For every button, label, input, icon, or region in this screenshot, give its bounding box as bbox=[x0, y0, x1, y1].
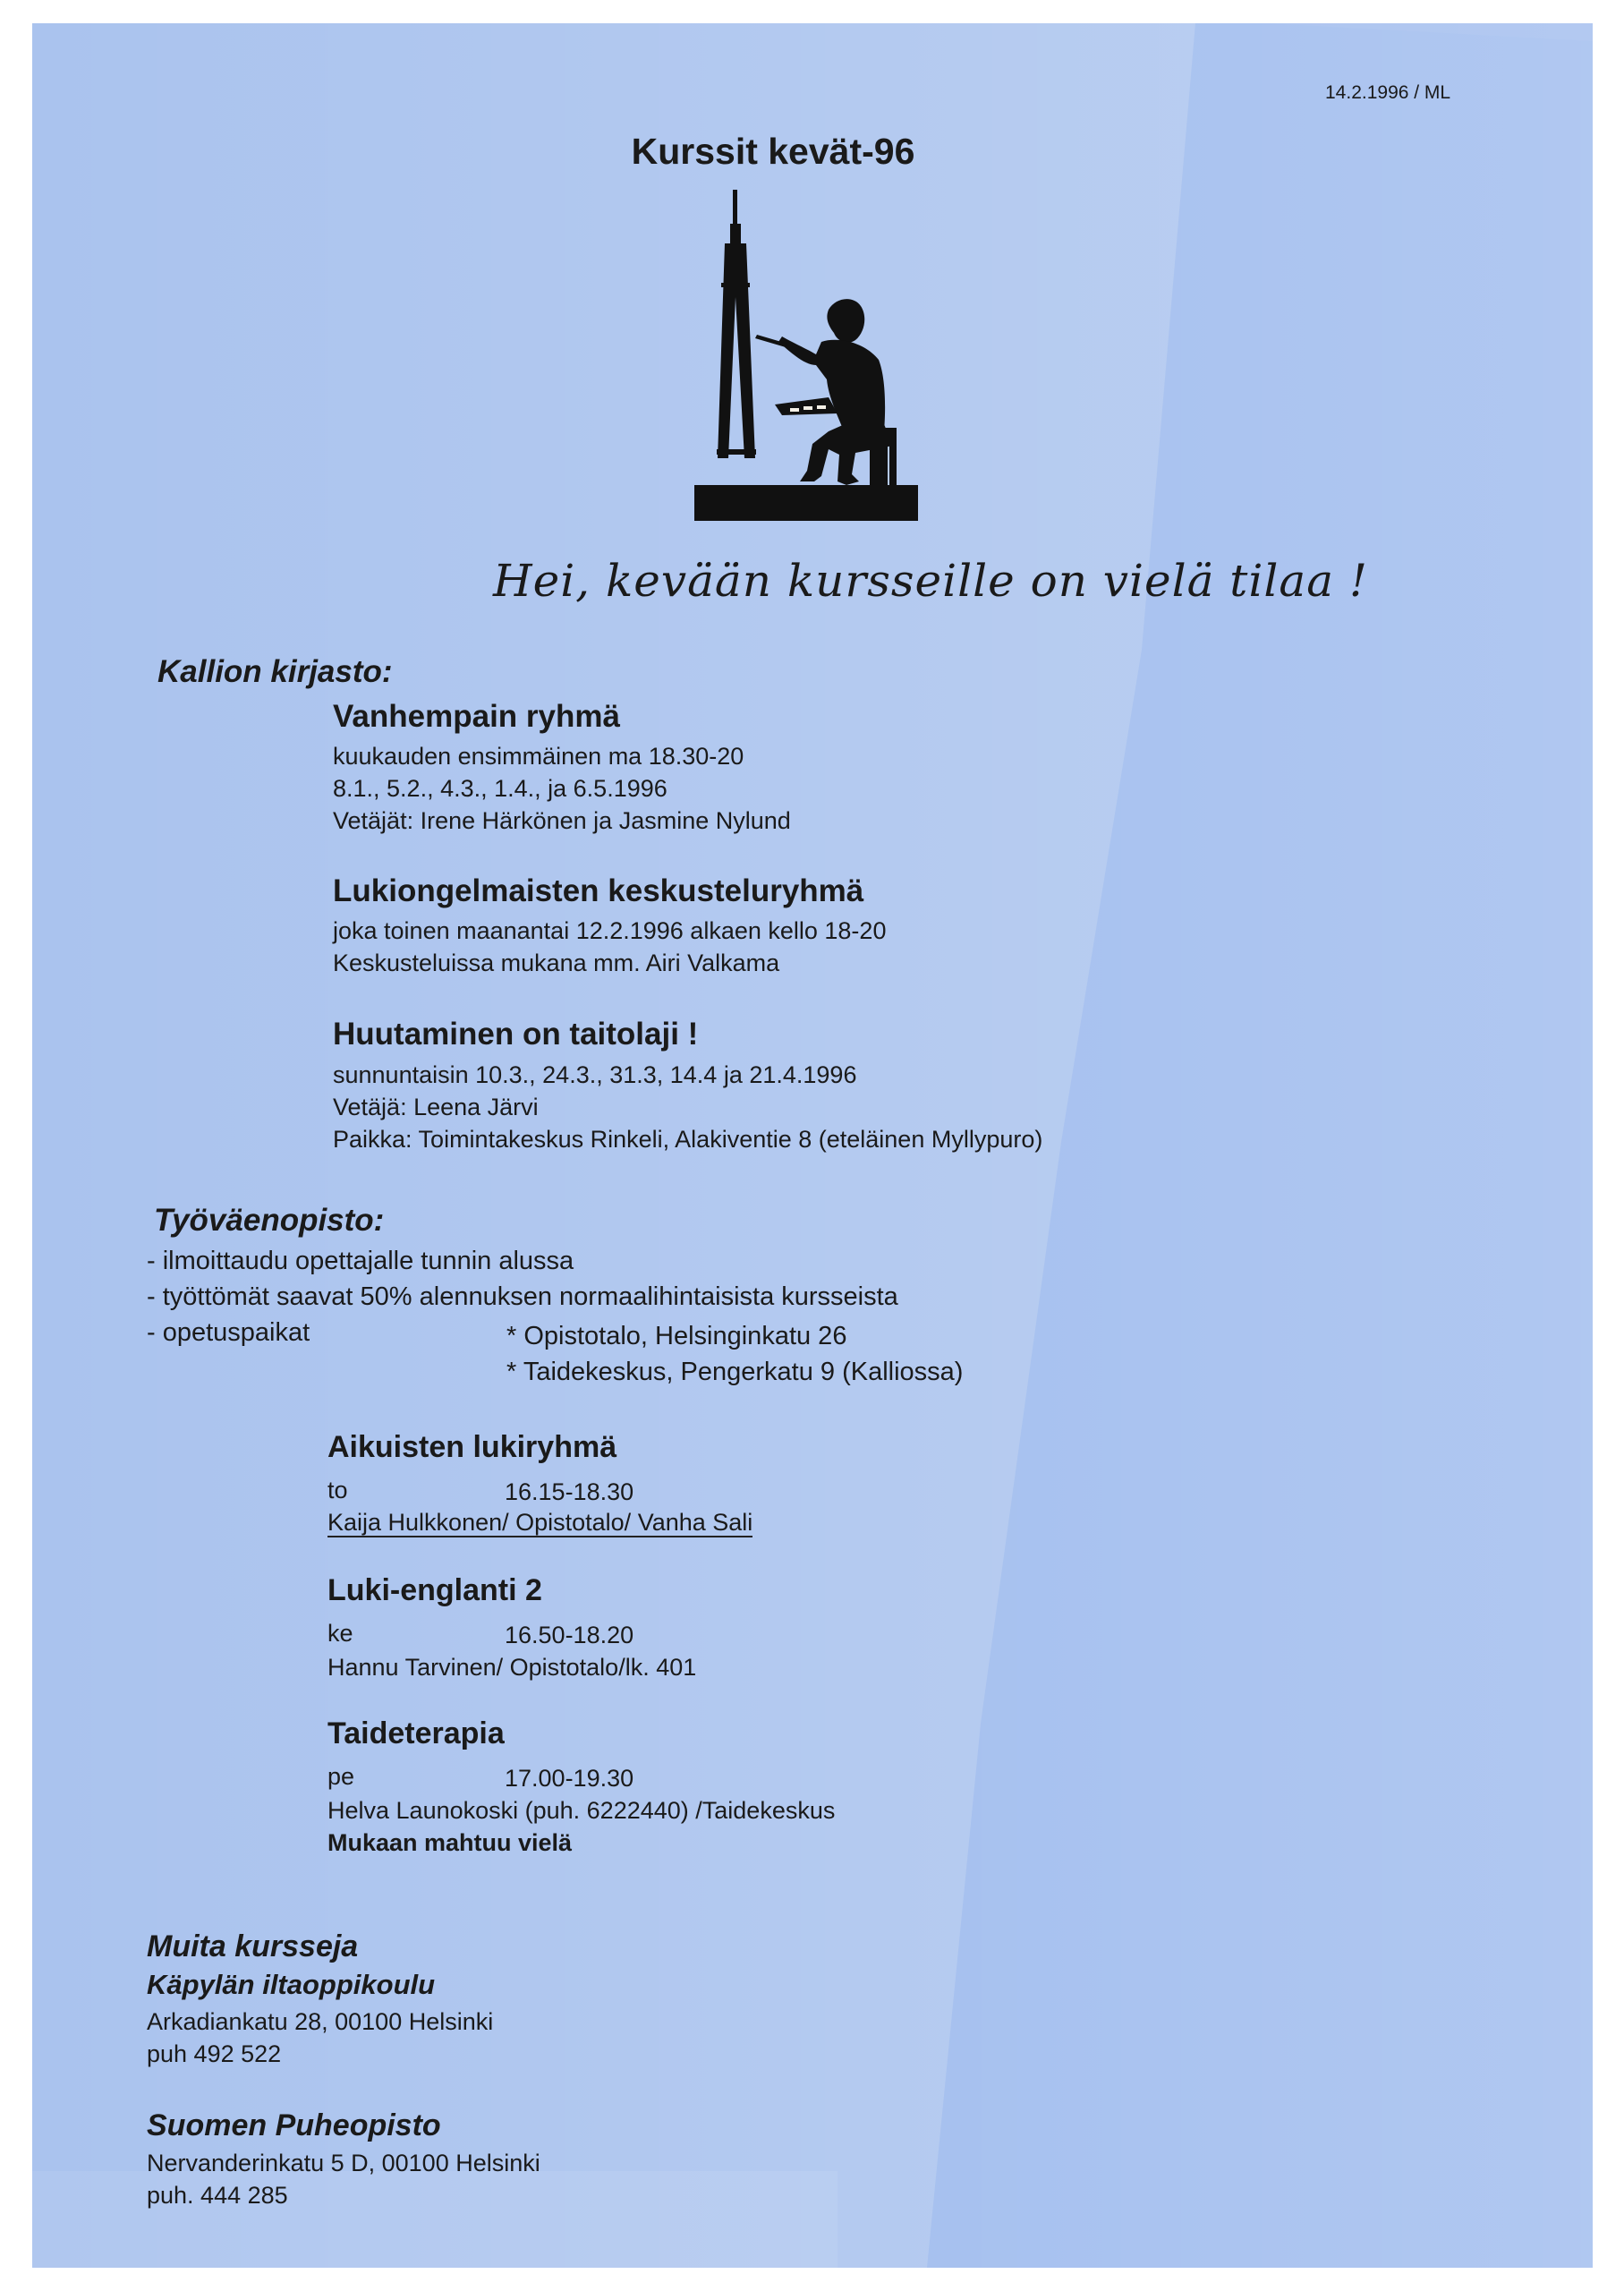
course-note: Mukaan mahtuu vielä bbox=[327, 1829, 573, 1856]
course-title: Lukiongelmaisten keskusteluryhmä bbox=[333, 873, 864, 908]
course-detail: Vetäjät: Irene Härkönen ja Jasmine Nylund bbox=[333, 807, 791, 834]
painter-at-easel-icon bbox=[694, 190, 927, 525]
school-address: Arkadiankatu 28, 00100 Helsinki bbox=[147, 2008, 494, 2035]
course-detail: 8.1., 5.2., 4.3., 1.4., ja 6.5.1996 bbox=[333, 775, 667, 802]
course-detail: Vetäjä: Leena Järvi bbox=[333, 1094, 539, 1120]
school-phone: puh. 444 285 bbox=[147, 2182, 288, 2209]
document-page bbox=[32, 23, 1593, 2268]
tagline: Hei, kevään kursseille on vielä tilaa ! bbox=[493, 555, 1368, 607]
teaching-place: * Taidekeskus, Pengerkatu 9 (Kalliossa) bbox=[506, 1358, 964, 1386]
school-phone: puh 492 522 bbox=[147, 2040, 282, 2067]
school-name: Käpylän iltaoppikoulu bbox=[147, 1969, 436, 2000]
course-detail: Keskusteluissa mukana mm. Airi Valkama bbox=[333, 950, 780, 976]
info-bullet: - opetuspaikat bbox=[147, 1318, 310, 1347]
course-title: Huutaminen on taitolaji ! bbox=[333, 1017, 699, 1052]
info-bullet: - ilmoittaudu opettajalle tunnin alussa bbox=[147, 1247, 574, 1275]
course-title: Vanhempain ryhmä bbox=[333, 699, 620, 734]
school-name: Suomen Puheopisto bbox=[147, 2108, 441, 2142]
course-time: 16.15-18.30 bbox=[505, 1478, 634, 1505]
course-info bbox=[327, 1507, 752, 1537]
course-info: Hannu Tarvinen/ Opistotalo/lk. 401 bbox=[327, 1654, 697, 1681]
course-detail: joka toinen maanantai 12.2.1996 alkaen kello 18-20 bbox=[333, 917, 887, 944]
course-day: ke bbox=[327, 1620, 353, 1647]
course-title: Luki-englanti 2 bbox=[327, 1573, 542, 1607]
course-detail: sunnuntaisin 10.3., 24.3., 31.3, 14.4 ja 21.4.1996 bbox=[333, 1061, 857, 1088]
course-time: 16.50-18.20 bbox=[505, 1622, 634, 1648]
course-detail: Paikka: Toimintakeskus Rinkeli, Alakiventie 8 (eteläinen Myllypuro) bbox=[333, 1126, 1043, 1153]
course-title: Aikuisten lukiryhmä bbox=[327, 1430, 617, 1464]
info-bullet: - työttömät saavat 50% alennuksen normaalihintaisista kursseista bbox=[147, 1282, 898, 1311]
course-detail: kuukauden ensimmäinen ma 18.30-20 bbox=[333, 743, 744, 770]
teaching-place: * Opistotalo, Helsinginkatu 26 bbox=[506, 1322, 847, 1350]
school-address: Nervanderinkatu 5 D, 00100 Helsinki bbox=[147, 2150, 540, 2176]
course-info: Helva Launokoski (puh. 6222440) /Taidekeskus bbox=[327, 1797, 836, 1824]
course-day: to bbox=[327, 1477, 348, 1503]
section-heading-kallio: Kallion kirjasto: bbox=[157, 654, 393, 689]
document-reference: 14.2.1996 / ML bbox=[1325, 82, 1451, 103]
course-title: Taideterapia bbox=[327, 1716, 505, 1750]
course-info-text: Kaija Hulkkonen/ Opistotalo/ Vanha Sali bbox=[327, 1509, 753, 1536]
page-title: Kurssit kevät-96 bbox=[631, 131, 915, 172]
section-heading-tyovaenopisto: Työväenopisto: bbox=[154, 1203, 385, 1238]
section-heading-muita: Muita kursseja bbox=[147, 1929, 359, 1963]
course-time: 17.00-19.30 bbox=[505, 1765, 634, 1792]
course-day: pe bbox=[327, 1763, 355, 1790]
